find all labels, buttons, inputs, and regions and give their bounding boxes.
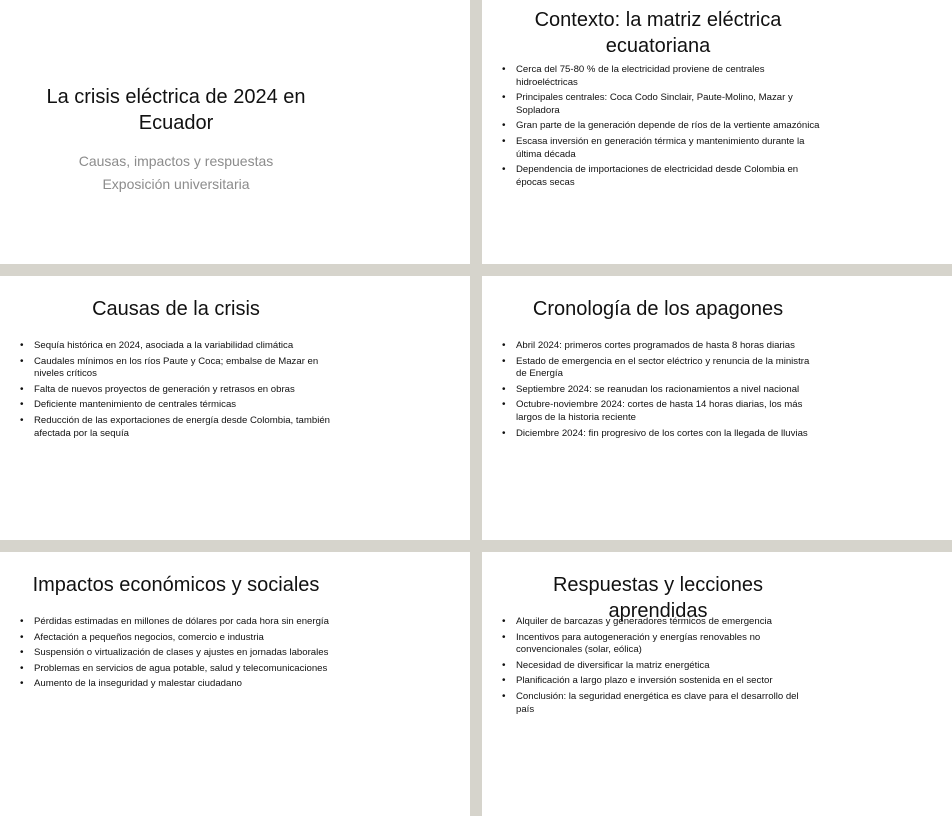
slide-contexto[interactable] <box>482 0 952 264</box>
bullet-item: • Alquiler de barcazas y generadores térmicos de emergencia <box>502 616 816 629</box>
slide-cronologia[interactable] <box>482 276 952 540</box>
bullet-item: • Escasa inversión en generación térmica y mantenimiento durante la última década <box>502 136 822 161</box>
bullet-list <box>20 616 334 694</box>
cover-title: La crisis eléctrica de 2024 en Ecuador <box>46 86 306 134</box>
bullet-item: • Abril 2024: primeros cortes programados de hasta 8 horas diarias <box>502 340 820 353</box>
bullet-item: • Problemas en servicios de agua potable, salud y telecomunicaciones <box>20 663 334 676</box>
bullet-item: • Dependencia de importaciones de electricidad desde Colombia en épocas secas <box>502 164 822 189</box>
bullet-item: • Pérdidas estimadas en millones de dólares por cada hora sin energía <box>20 616 334 629</box>
bullet-item: • Caudales mínimos en los ríos Paute y Coca; embalse de Mazar en niveles críticos <box>20 356 334 381</box>
bullet-item: • Gran parte de la generación depende de ríos de la vertiente amazónica <box>502 120 822 133</box>
slide-title: Causas de la crisis <box>92 298 260 320</box>
bullet-item: • Incentivos para autogeneración y energías renovables no convencionales (solar, eólica) <box>502 632 816 657</box>
slide-title: Contexto: la matriz eléctrica ecuatoriana <box>534 9 782 57</box>
bullet-item: • Aumento de la inseguridad y malestar ciudadano <box>20 678 334 691</box>
bullet-item: • Diciembre 2024: fin progresivo de los cortes con la llegada de lluvias <box>502 428 820 441</box>
subtitle-line: Exposición universitaria <box>102 176 250 192</box>
bullet-item: • Octubre-noviembre 2024: cortes de hasta 14 horas diarias, los más largos de la historia reciente <box>502 399 820 424</box>
bullet-item: • Principales centrales: Coca Codo Sinclair, Paute-Molino, Mazar y Sopladora <box>502 92 822 117</box>
bullet-item: • Sequía histórica en 2024, asociada a la variabilidad climática <box>20 340 334 353</box>
bullet-item: • Estado de emergencia en el sector eléctrico y renuncia de la ministra de Energía <box>502 356 820 381</box>
bullet-item: • Afectación a pequeños negocios, comercio e industria <box>20 632 334 645</box>
slide-respuestas[interactable] <box>482 552 952 816</box>
bullet-item: • Suspensión o virtualización de clases y ajustes en jornadas laborales <box>20 647 334 660</box>
bullet-item: • Planificación a largo plazo e inversión sostenida en el sector <box>502 675 816 688</box>
bullet-item: • Septiembre 2024: se reanudan los racionamientos a nivel nacional <box>502 384 820 397</box>
bullet-list <box>502 616 816 719</box>
cover-subtitle <box>40 150 312 196</box>
subtitle-line: Causas, impactos y respuestas <box>78 153 274 169</box>
bullet-list <box>502 340 820 443</box>
slide-title: Cronología de los apagones <box>532 298 784 320</box>
slide-cover[interactable] <box>0 0 470 264</box>
bullet-list <box>20 340 334 443</box>
slide-title: Impactos económicos y sociales <box>32 574 320 596</box>
bullet-list <box>502 64 822 192</box>
bullet-item: • Deficiente mantenimiento de centrales térmicas <box>20 399 334 412</box>
bullet-item: • Cerca del 75-80 % de la electricidad proviene de centrales hidroeléctricas <box>502 64 822 89</box>
bullet-item: • Reducción de las exportaciones de energía desde Colombia, también afectada por la sequía <box>20 415 334 440</box>
bullet-item: • Conclusión: la seguridad energética es clave para el desarrollo del país <box>502 691 816 716</box>
bullet-item: • Necesidad de diversificar la matriz energética <box>502 660 816 673</box>
slide-impactos[interactable] <box>0 552 470 816</box>
slide-title: Respuestas y lecciones aprendidas <box>552 574 764 622</box>
bullet-item: • Falta de nuevos proyectos de generación y retrasos en obras <box>20 384 334 397</box>
slide-causas[interactable] <box>0 276 470 540</box>
